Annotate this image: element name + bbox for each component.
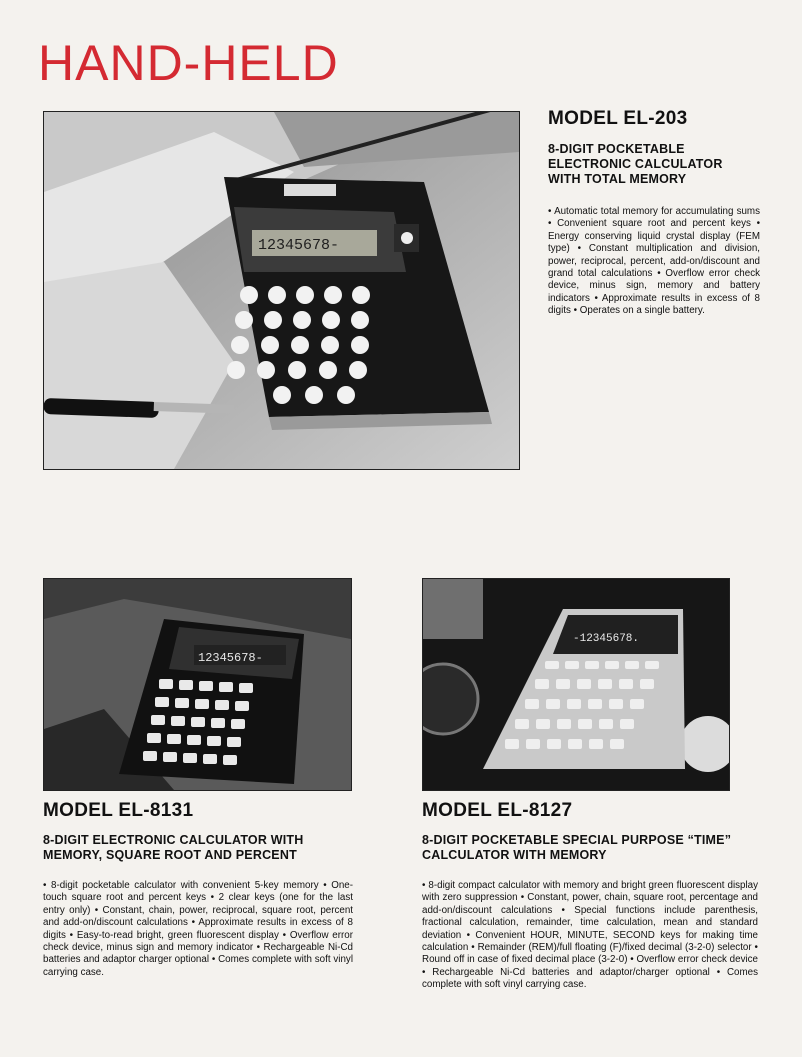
model-el-203-description-text: • Automatic total memory for accumulating sums • Convenient square root and percent keys • Energy conserving liquid crystal display (FEM type) • Constant multiplication and division, power, reciprocal, percent, add-on/discount and grand total calculations • Overflow error check device, minus sign, memory and battery indicators • Approximate results in excess of 8 digits • Operates on a single battery. xyxy=(548,206,760,317)
model-el-8127-description-text: • 8-digit compact calculator with memory and bright green fluorescent display with zero suppression • Constant, power, chain, square root, percentage and add-on/discount calculations • Special functions include parenthesis, fractional calculation, remainder, time calculation, mean and standard deviation • Convenient HOUR, MINUTE, SECOND keys for making time calculation • Remainder (REM)/full floating (F)/fixed decimal (3-2-0) selector • Round off in case of fixed decimal place (3-2-0) • Overflow error check device • Rechargeable Ni-Cd batteries and adaptor/charger optional • Comes complete with soft vinyl carrying case. xyxy=(422,880,758,991)
model-el-8127-description xyxy=(422,880,758,992)
calculator-el-8127-image xyxy=(423,579,729,790)
display-readout-el-8127: -12345678. xyxy=(573,633,640,645)
photo-el-8127 xyxy=(422,578,730,791)
model-el-8127-subtitle: 8-DIGIT POCKETABLE SPECIAL PURPOSE “TIME” CALCULATOR WITH MEMORY xyxy=(422,833,732,862)
model-el-203-subtitle: 8-DIGIT POCKETABLE ELECTRONIC CALCULATOR WITH TOTAL MEMORY xyxy=(548,142,723,186)
model-el-8131-description-text: • 8-digit pocketable calculator with convenient 5-key memory • One-touch square root and percent keys • 2 clear keys (one for the last entry only) • Constant, chain, power, reciprocal, square root, percent and add-on/discount calculations • Approximate results in excess of 8 digits • Easy-to-read bright, green fluorescent display • Overflow error check device, minus sign and memory indicator • Rechargeable Ni-Cd batteries and adaptor charger optional • Comes complete with soft vinyl carrying case. xyxy=(43,880,353,978)
photo-el-8131 xyxy=(43,578,352,791)
photo-el-203 xyxy=(43,111,520,470)
model-el-8131-subtitle: 8-DIGIT ELECTRONIC CALCULATOR WITH MEMORY, SQUARE ROOT AND PERCENT xyxy=(43,833,304,862)
model-el-8131-description xyxy=(43,880,353,979)
calculator-el-8131-image xyxy=(44,579,351,790)
model-el-203-description xyxy=(548,206,760,318)
lcd-readout-el-203: 12345678- xyxy=(258,237,340,254)
model-el-8127-title: MODEL EL-8127 xyxy=(422,800,573,821)
model-el-203-title: MODEL EL-203 xyxy=(548,108,688,129)
display-readout-el-8131: 12345678- xyxy=(198,651,263,665)
calculator-el-203-image xyxy=(44,112,519,469)
page-heading: HAND-HELD xyxy=(38,35,339,91)
model-el-8131-title: MODEL EL-8131 xyxy=(43,800,194,821)
